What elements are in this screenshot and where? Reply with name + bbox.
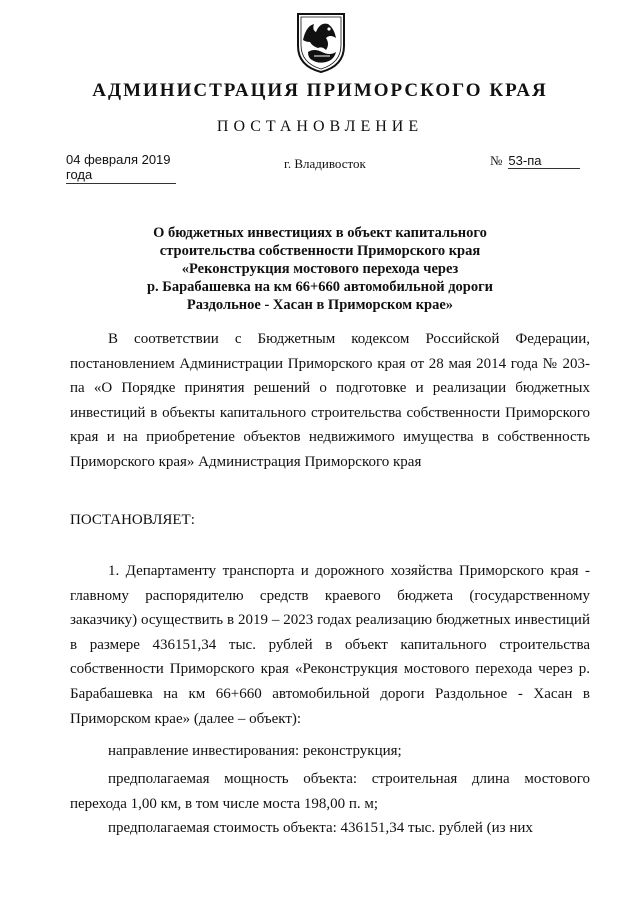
primorsky-coat-of-arms-icon [296, 12, 346, 74]
decree-word: ПОСТАНОВЛЯЕТ: [70, 512, 195, 528]
preamble-paragraph [70, 327, 590, 475]
title-line: р. Барабашевка на км 66+660 автомобильной дороги [146, 279, 494, 295]
document-type: ПОСТАНОВЛЕНИЕ [216, 118, 424, 135]
document-city: г. Владивосток [284, 156, 366, 171]
title-line: О бюджетных инвестициях в объект капитального [153, 225, 487, 241]
item-1-text: 1. Департаменту транспорта и дорожного хозяйства Приморского края - главному распорядителю средств краевого бюджета (государственному заказчику) осуществить в 2019 – 2023 годах реализацию бюджетных инвестиций в размере 436151,34 тыс. рублей в объект капитального строительства собственности Приморского края «Реконструкция мостового перехода через р. Барабашевка на км 66+660 автомобильной дороги Раздольное - Хасан в Приморском крае» (далее – объект): [70, 563, 590, 727]
item-1-paragraph [70, 559, 590, 731]
title-line: Раздольное - Хасан в Приморском крае» [186, 297, 454, 313]
title-line: «Реконструкция мостового перехода через [181, 261, 459, 277]
document-title [90, 224, 550, 314]
cost-paragraph [70, 816, 590, 841]
number-label: № [490, 153, 503, 168]
document-number [490, 153, 580, 169]
capacity-text: предполагаемая мощность объекта: строительная длина мостового перехода 1,00 км, в том числе моста 198,00 п. м; [70, 771, 590, 812]
cost-text: предполагаемая стоимость объекта: 436151,34 тыс. рублей (из них [108, 820, 533, 836]
number-value: 53-па [508, 153, 580, 169]
organization-name: АДМИНИСТРАЦИЯ ПРИМОРСКОГО КРАЯ [92, 80, 548, 101]
title-line: строительства собственности Приморского края [159, 243, 481, 259]
capacity-paragraph [70, 767, 590, 816]
preamble-text: В соответствии с Бюджетным кодексом Российской Федерации, постановлением Администрации Приморского края от 28 мая 2014 года № 203-па «О Порядке принятия решений о подготовке и реализации бюджетных инвестиций в объекты капитального строительства собственности Приморского края и на приобретение объектов недвижимого имущества в собственность Приморского края» Администрация Приморского края [70, 331, 590, 470]
direction-paragraph: направление инвестирования: реконструкция; [108, 743, 402, 759]
document-date: 04 февраля 2019 года [66, 152, 176, 184]
